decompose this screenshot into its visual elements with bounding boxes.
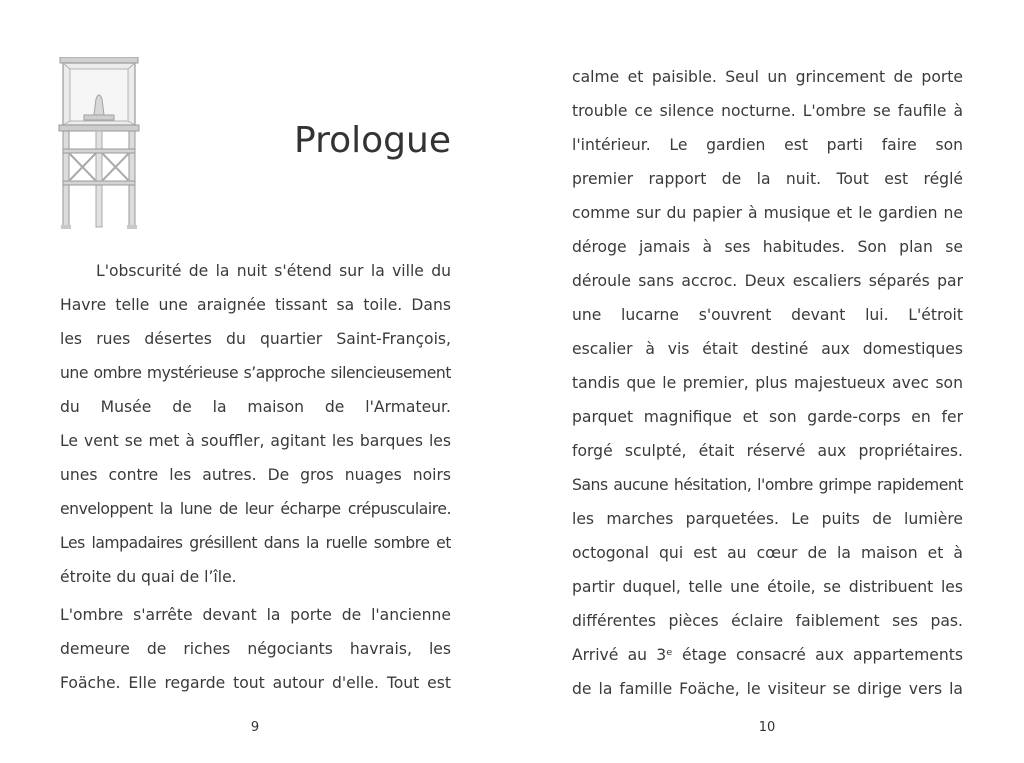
text-line: déroule sans accroc. Deux escaliers séparés par <box>572 272 963 290</box>
text-line: l'intérieur. Le gardien est parti faire son <box>572 136 963 154</box>
text-line: trouble ce silence nocturne. L'ombre se faufile à <box>572 102 963 120</box>
page-number: 9 <box>250 720 260 735</box>
text-line: Arrivé au 3ᵉ étage consacré aux appartements <box>572 646 963 664</box>
text-line: octogonal qui est au cœur de la maison et à <box>572 544 963 562</box>
text-line: les marches parquetées. Le puits de lumière <box>572 510 963 528</box>
text-line: de la famille Foäche, le visiteur se dirige vers la <box>572 680 963 698</box>
text-line: calme et paisible. Seul un grincement de porte <box>572 68 963 86</box>
text-line: étroite du quai de l’île. <box>60 568 237 586</box>
text-line: L'ombre s'arrête devant la porte de l'ancienne <box>60 606 451 624</box>
display-case-icon <box>58 57 140 229</box>
page-number: 10 <box>758 720 776 735</box>
text-line: déroge jamais à ses habitudes. Son plan se <box>572 238 963 256</box>
text-line: unes contre les autres. De gros nuages noirs <box>60 466 451 484</box>
text-line: Foäche. Elle regarde tout autour d'elle. Tout est <box>60 674 451 692</box>
text-line: une ombre mystérieuse s’approche silencieusement <box>60 364 451 382</box>
text-line: premier rapport de la nuit. Tout est réglé <box>572 170 963 188</box>
text-line: enveloppent la lune de leur écharpe crépusculaire. <box>60 500 451 518</box>
text-line: forgé sculpté, était réservé aux propriétaires. <box>572 442 963 460</box>
text-line: demeure de riches négociants havrais, les <box>60 640 451 658</box>
text-line: Havre telle une araignée tissant sa toile. Dans <box>60 296 451 314</box>
chapter-title: Prologue <box>294 120 451 161</box>
text-line: escalier à vis était destiné aux domestiques <box>572 340 963 358</box>
text-line: L'obscurité de la nuit s'étend sur la ville du <box>96 262 451 280</box>
text-line: Les lampadaires grésillent dans la ruelle sombre et <box>60 534 451 552</box>
text-line: comme sur du papier à musique et le gardien ne <box>572 204 963 222</box>
text-line: Sans aucune hésitation, l'ombre grimpe rapidement <box>572 476 963 494</box>
text-line: différentes pièces éclaire faiblement ses pas. <box>572 612 963 630</box>
right-page <box>512 0 1024 763</box>
text-line: tandis que le premier, plus majestueux avec son <box>572 374 963 392</box>
text-line: du Musée de la maison de l'Armateur. <box>60 398 451 416</box>
text-line: parquet magnifique et son garde-corps en fer <box>572 408 963 426</box>
text-line: une lucarne s'ouvrent devant lui. L'étroit <box>572 306 963 324</box>
text-line: Le vent se met à souffler, agitant les barques les <box>60 432 451 450</box>
text-line: partir duquel, telle une étoile, se distribuent les <box>572 578 963 596</box>
text-line: les rues désertes du quartier Saint-François, <box>60 330 451 348</box>
